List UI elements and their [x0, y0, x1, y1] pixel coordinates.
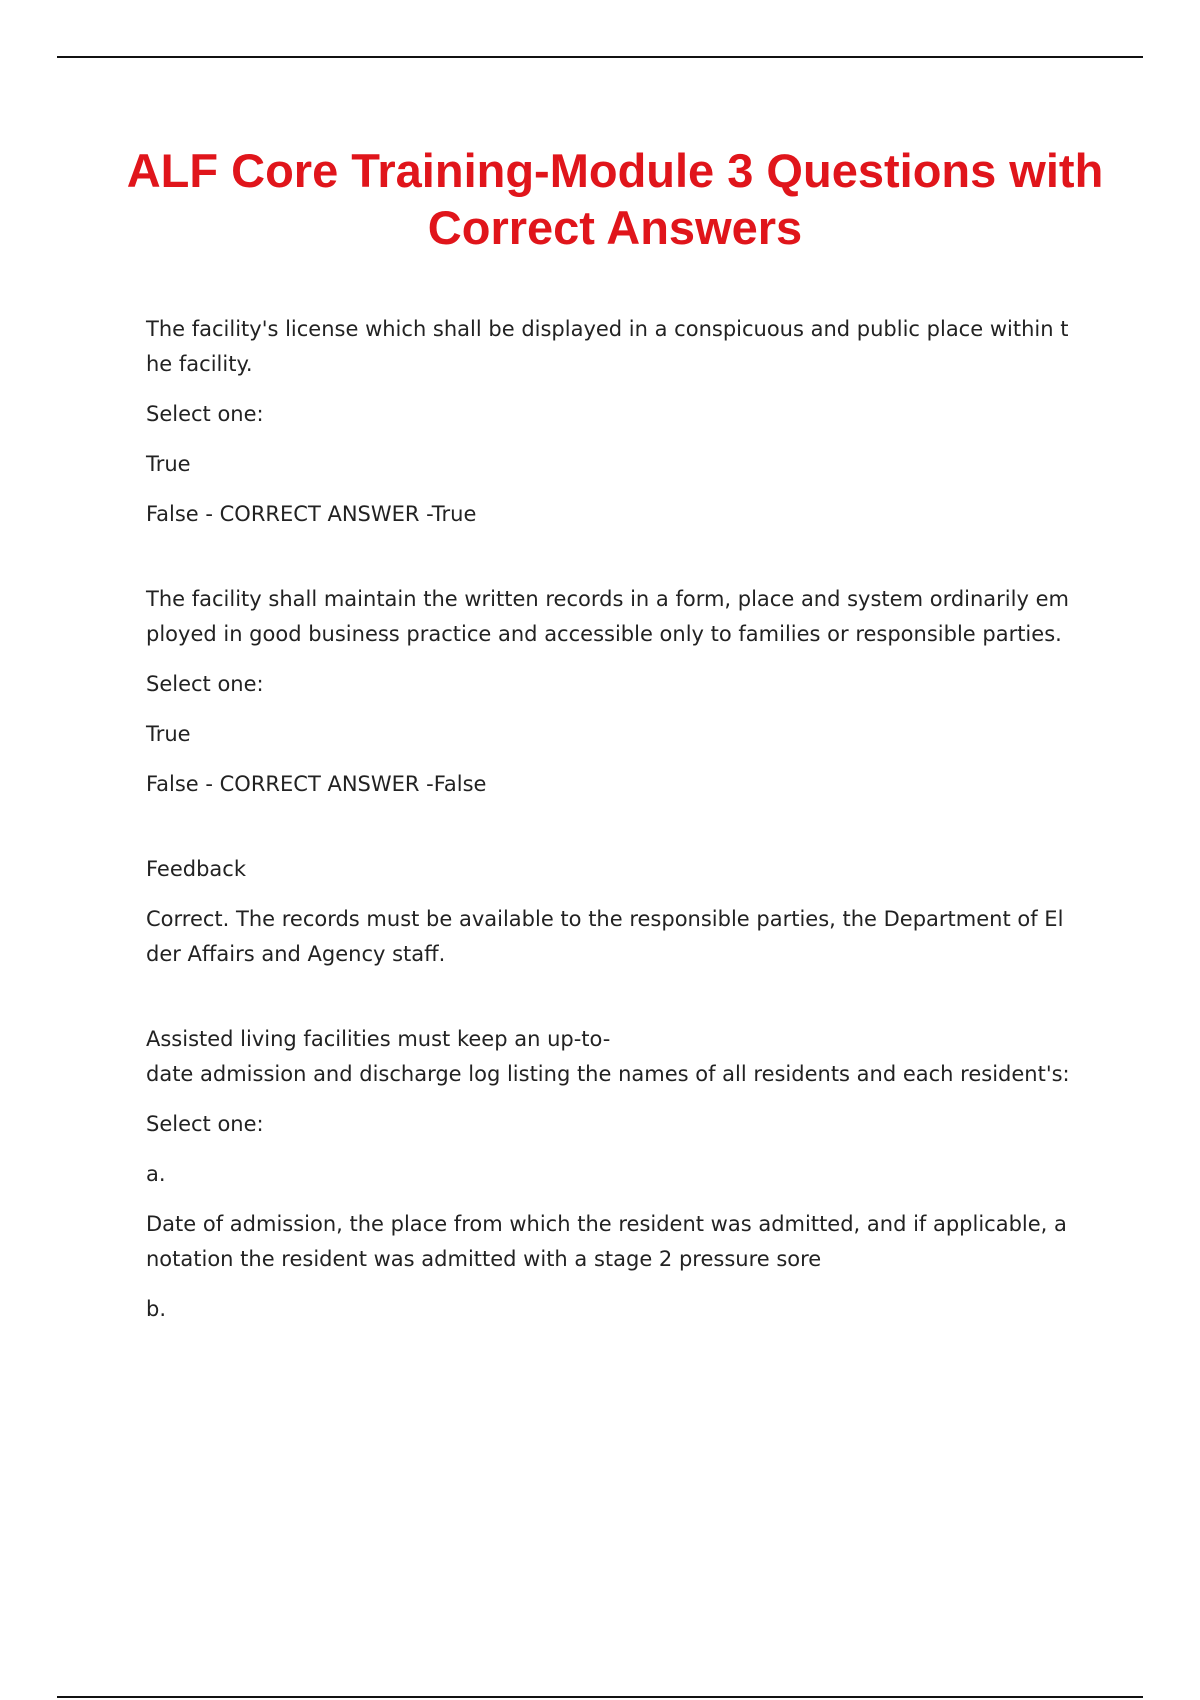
question-3-option-b-label: b.: [146, 1297, 167, 1321]
top-rule: [57, 56, 1143, 58]
question-1-text: The facility's license which shall be displayed in a conspicuous and public place within the facility.: [146, 317, 1069, 376]
document-body: [146, 312, 1076, 1342]
question-2-option-true: True: [146, 722, 191, 746]
question-3-option-a-text: Date of admission, the place from which the resident was admitted, and if applicable, a notation the resident was admitted with a stage 2 pressure sore: [146, 1212, 1067, 1271]
bottom-rule: [57, 1696, 1143, 1698]
question-3-text: Assisted living facilities must keep an up-to- date admission and discharge log listing the names of all residents and each resident's:: [146, 1027, 1070, 1086]
feedback-heading: Feedback: [146, 857, 247, 881]
question-2-option-false-answer: False - CORRECT ANSWER -False: [146, 772, 487, 796]
document-title: ALF Core Training-Module 3 Questions with Correct Answers: [126, 144, 1104, 254]
question-1-option-true: True: [146, 452, 191, 476]
question-1-select-prompt: Select one:: [146, 402, 264, 426]
question-3-option-a-label: a.: [146, 1162, 166, 1186]
feedback-text: Correct. The records must be available to the responsible parties, the Department of Elder Affairs and Agency staff.: [146, 907, 1064, 966]
question-2-text: The facility shall maintain the written records in a form, place and system ordinarily employed in good business practice and accessible only to families or responsible parties.: [146, 587, 1069, 646]
question-2-select-prompt: Select one:: [146, 672, 264, 696]
question-3-select-prompt: Select one:: [146, 1112, 264, 1136]
question-1-option-false-answer: False - CORRECT ANSWER -True: [146, 502, 477, 526]
